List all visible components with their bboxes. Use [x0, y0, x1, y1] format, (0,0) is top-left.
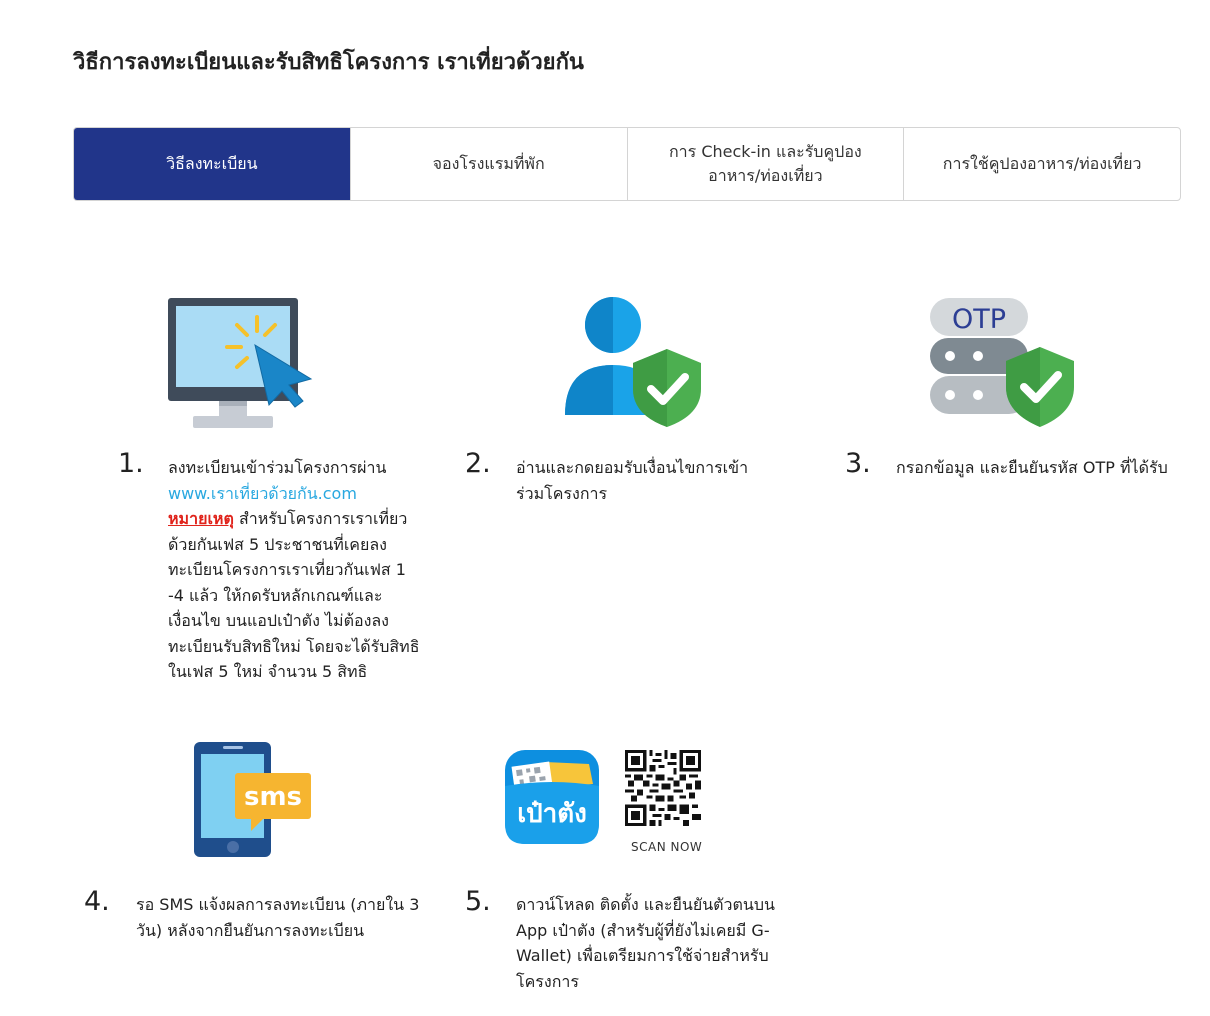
user-shield-icon — [565, 297, 705, 429]
qr-code-icon[interactable] — [625, 750, 701, 826]
otp-shield-icon — [928, 297, 1078, 429]
tab-coupon-usage[interactable]: การใช้คูปองอาหาร/ท่องเที่ยว — [903, 128, 1180, 200]
otp-label: OTP — [951, 304, 1007, 335]
computer-click-icon — [167, 297, 313, 429]
step-3-text: กรอกข้อมูล และยืนยันรหัส OTP ที่ได้รับ — [896, 458, 1168, 477]
step-4-text: รอ SMS แจ้งผลการลงทะเบียน (ภายใน 3 วัน) หลังจากยืนยันการลงทะเบียน — [136, 895, 420, 940]
step-1-text — [168, 455, 424, 685]
step-2-number: 2. — [465, 448, 491, 479]
phone-sms-icon — [193, 741, 313, 859]
note-text: สำหรับโครงการเราเที่ยวด้วยกันเฟส 5 ประชาชนที่เคยลงทะเบียนโครงการเราเที่ยวกันเฟส 1 -4 แล้ว ให้กดรับหลักเกณฑ์และเงื่อนไข บนแอปเป๋าตัง ไม่ต้องลงทะเบียนรับสิทธิใหม่ โดยจะได้รับสิทธิในเฟส 5 ใหม่ จำนวน 5 สิทธิ — [168, 509, 420, 681]
tab-registration[interactable]: วิธีลงทะเบียน — [74, 128, 350, 200]
step-1-number: 1. — [118, 448, 144, 479]
app-name-label: เป๋าตัง — [517, 799, 587, 829]
tab-bar — [73, 127, 1181, 201]
step-2-text: อ่านและกดยอมรับเงื่อนไขการเข้าร่วมโครงการ — [516, 458, 749, 503]
step-5-text: ดาวน์โหลด ติดตั้ง และยืนยันตัวตนบน App เป๋าตัง (สำหรับผู้ที่ยังไม่เคยมี G-Wallet) เพื่อเตรียมการใช้จ่ายสำหรับโครงการ — [516, 895, 775, 991]
step-1-note — [168, 506, 424, 685]
paotang-app-icon[interactable] — [505, 750, 599, 844]
step-4-number: 4. — [84, 886, 110, 917]
note-label: หมายเหตุ — [168, 509, 234, 528]
tab-hotel-booking[interactable]: จองโรงแรมที่พัก — [350, 128, 627, 200]
step-3-number: 3. — [845, 448, 871, 479]
registration-link[interactable]: www.เราเที่ยวด้วยกัน.com — [168, 483, 357, 503]
page-title: วิธีการลงทะเบียนและรับสิทธิโครงการ เราเที่ยวด้วยกัน — [73, 50, 584, 75]
tab-checkin-coupons[interactable]: การ Check-in และรับคูปองอาหาร/ท่องเที่ยว — [627, 128, 904, 200]
scan-now-label: SCAN NOW — [631, 840, 703, 854]
step-5-number: 5. — [465, 886, 491, 917]
sms-label: sms — [243, 782, 303, 812]
step-1-line: ลงทะเบียนเข้าร่วมโครงการผ่าน — [168, 458, 387, 477]
